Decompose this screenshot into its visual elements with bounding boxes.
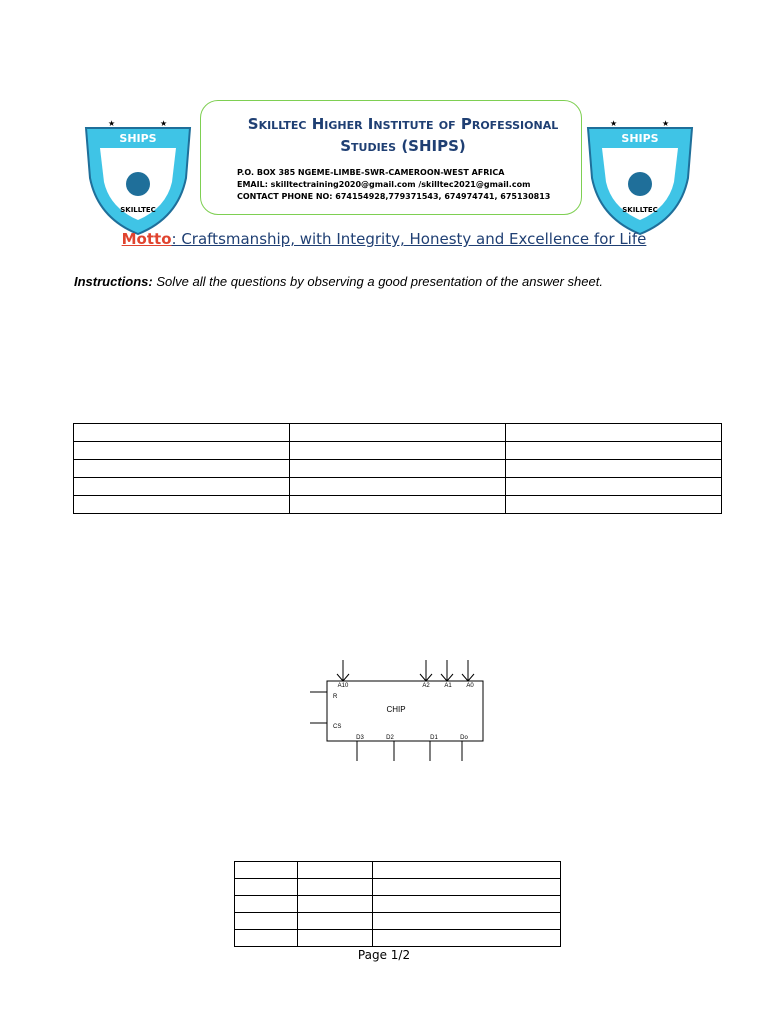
motto-text: : Craftsmanship, with Integrity, Honesty and Excellence for Life	[171, 230, 647, 248]
pin-label-bottom: D3	[356, 735, 364, 741]
school-logo-left	[78, 118, 198, 238]
table-cell	[235, 896, 298, 913]
table-cell	[290, 442, 506, 460]
table-cell	[235, 862, 298, 879]
pin-label-left: CS	[333, 724, 342, 730]
table-cell	[506, 478, 722, 496]
table-cell	[235, 913, 298, 930]
pin-label-top: A2	[422, 683, 430, 689]
phone: CONTACT PHONE NO: 674154928,779371543, 674974741, 675130813	[237, 192, 551, 201]
motto	[0, 230, 768, 248]
table-row	[235, 930, 561, 947]
table-cell	[506, 424, 722, 442]
table-cell	[298, 862, 373, 879]
page-number: Page 1/2	[357, 948, 411, 962]
table-cell	[373, 879, 561, 896]
pin-label-bottom: D2	[386, 735, 394, 741]
institute-name-line2: Studies (SHIPS)	[340, 137, 466, 155]
table-cell	[298, 930, 373, 947]
pin-label-bottom: D1	[430, 735, 438, 741]
table-cell	[298, 879, 373, 896]
table-cell	[290, 460, 506, 478]
svg-text:★: ★	[662, 119, 670, 128]
chip-diagram	[300, 650, 500, 765]
email: EMAIL: skilltectraining2020@gmail.com /skilltec2021@gmail.com	[237, 180, 531, 189]
table-cell	[298, 896, 373, 913]
answer-table-2	[234, 861, 561, 947]
table-cell	[235, 930, 298, 947]
institute-name-line1: Skilltec Higher Institute of Professional	[247, 115, 559, 133]
table-cell	[373, 896, 561, 913]
institute-name	[233, 113, 573, 157]
table-cell	[74, 496, 290, 514]
table-row	[74, 424, 722, 442]
contact-info	[237, 167, 577, 203]
svg-text:★: ★	[108, 119, 116, 128]
school-logo-right	[580, 118, 700, 238]
pin-label-left: R	[333, 694, 338, 700]
svg-text:★: ★	[610, 119, 618, 128]
table-cell	[373, 913, 561, 930]
instructions	[74, 274, 734, 289]
table-cell	[290, 496, 506, 514]
table-cell	[290, 478, 506, 496]
header-box	[200, 100, 582, 215]
pin-label-top: A10	[337, 683, 349, 689]
instructions-label: Instructions:	[74, 274, 153, 289]
table-row	[74, 478, 722, 496]
table-row	[74, 442, 722, 460]
answer-table-1	[73, 423, 722, 514]
chip-name: CHIP	[386, 705, 406, 714]
table-cell	[74, 478, 290, 496]
table-cell	[235, 879, 298, 896]
table-cell	[506, 496, 722, 514]
table-cell	[506, 460, 722, 478]
table-cell	[290, 424, 506, 442]
instructions-text: Solve all the questions by observing a good presentation of the answer sheet.	[152, 274, 603, 289]
table-row	[235, 896, 561, 913]
logo-bottom-text: SKILLTEC	[622, 206, 658, 214]
pin-label-top: A1	[444, 683, 452, 689]
pin-label-bottom: Do	[460, 735, 468, 741]
table-cell	[373, 930, 561, 947]
table-cell	[74, 442, 290, 460]
table-cell	[506, 442, 722, 460]
logo-bottom-text: SKILLTEC	[120, 206, 156, 214]
table-cell	[298, 913, 373, 930]
table-row	[74, 496, 722, 514]
motto-label: Motto	[121, 230, 172, 248]
table-row	[235, 913, 561, 930]
pin-label-top: A0	[466, 683, 474, 689]
table-row	[74, 460, 722, 478]
table-row	[235, 862, 561, 879]
table-row	[235, 879, 561, 896]
logo-top-text: SHIPS	[621, 132, 659, 145]
logo-top-text: SHIPS	[119, 132, 157, 145]
table-cell	[74, 424, 290, 442]
table-cell	[373, 862, 561, 879]
table-cell	[74, 460, 290, 478]
svg-text:★: ★	[160, 119, 168, 128]
address: P.O. BOX 385 NGEME-LIMBE-SWR-CAMEROON-WEST AFRICA	[237, 168, 505, 177]
